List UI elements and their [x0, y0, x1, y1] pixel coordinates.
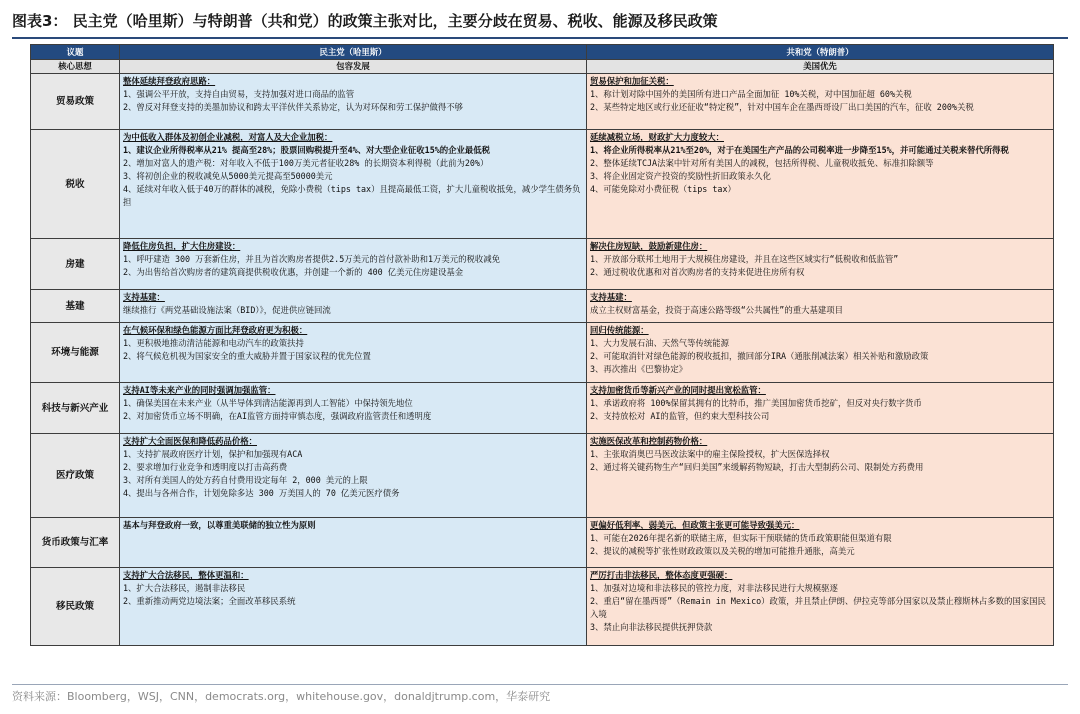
policy-item: 3、将企业固定资产投资的奖励性折旧政策永久化 — [590, 171, 771, 181]
table-row-infrastructure — [31, 290, 1054, 323]
table-row-environment-energy — [31, 323, 1054, 383]
policy-item: 1、呼吁建造 300 万套新住房，并且为首次购房者提供2.5万美元的首付款补助和1万美元的税收减免 — [123, 254, 501, 264]
republican-immigration-policy — [587, 568, 1054, 646]
democrat-monetary-policy — [120, 518, 587, 568]
republican-energy-policy — [587, 323, 1054, 383]
table-row-healthcare — [31, 434, 1054, 518]
policy-item: 2、提议的减税等扩张性财政政策以及关税的增加可能推升通胀，高美元 — [590, 546, 855, 556]
table-row-trade — [31, 74, 1054, 130]
policy-lead: 实施医保改革和控制药物价格： — [590, 436, 708, 446]
topic-immigration: 移民政策 — [31, 568, 120, 646]
policy-item: 继续推行《两党基础设施法案（BID）》，促进供应链回流 — [123, 305, 331, 315]
policy-lead: 回归传统能源： — [590, 325, 649, 335]
policy-item: 1、开放部分联邦土地用于大规模住房建设，并且在这些区域实行“低税收和低监管” — [590, 254, 899, 264]
policy-lead: 贸易保护和加征关税： — [590, 76, 674, 86]
table-row-tech — [31, 383, 1054, 434]
policy-item: 1、称计划对除中国外的美国所有进口产品全面加征 10%关税，对中国加征超 60%关税 — [590, 89, 912, 99]
policy-lead: 为中低收入群体及初创企业减税，对富人及大企业加税： — [123, 132, 333, 142]
policy-lead: 支持加密货币等新兴产业的同时提出宽松监管： — [590, 385, 766, 395]
republican-housing-policy — [587, 239, 1054, 290]
header-republican: 共和党（特朗普） — [587, 45, 1054, 60]
democrat-tax-policy — [120, 130, 587, 239]
policy-item: 2、通过将关键药物生产“回归美国”来缓解药物短缺，打击大型制药公司、限制处方药费用 — [590, 462, 924, 472]
page-title: 图表3： 民主党（哈里斯）与特朗普（共和党）的政策主张对比，主要分歧在贸易、税收、能源及移民政策 — [12, 12, 718, 30]
policy-item: 1、大力发展石油、天然气等传统能源 — [590, 338, 730, 348]
republican-infrastructure-policy — [587, 290, 1054, 323]
header-topic: 议题 — [31, 45, 120, 60]
policy-item: 2、重新推动两党边境法案；全面改革移民系统 — [123, 596, 296, 606]
policy-item: 2、为出售给首次购房者的建筑商提供税收优惠，并创建一个新的 400 亿美元住房建设基金 — [123, 267, 464, 277]
republican-monetary-policy — [587, 518, 1054, 568]
democrat-housing-policy — [120, 239, 587, 290]
policy-item: 1、可能在2026年提名新的联储主席，但实际干预联储的货币政策职能但渠道有限 — [590, 533, 892, 543]
policy-item: 2、增加对富人的遗产税：对年收入不低于100万美元者征收28% 的长期资本利得税（此前为20%） — [123, 158, 489, 168]
democrat-tech-policy — [120, 383, 587, 434]
title-divider — [12, 37, 1068, 39]
policy-item: 1、确保美国在未来产业（从半导体到清洁能源再到人工智能）中保持领先地位 — [123, 398, 413, 408]
policy-item: 2、对加密货币立场不明确，在AI监管方面持审慎态度，强调政府监管责任和透明度 — [123, 411, 432, 421]
republican-tax-policy — [587, 130, 1054, 239]
policy-item: 1、加强对边境和非法移民的管控力度，对非法移民进行大规模驱逐 — [590, 583, 838, 593]
topic-monetary: 货币政策与汇率 — [31, 518, 120, 568]
policy-item: 2、某些特定地区或行业还征收“特定税”，针对中国车企在墨西哥设厂出口美国的汽车，征收 200%关税 — [590, 102, 974, 112]
democrat-infrastructure-policy — [120, 290, 587, 323]
header-democrat: 民主党（哈里斯） — [120, 45, 587, 60]
policy-lead: 严厉打击非法移民，整体态度更强硬： — [590, 570, 733, 580]
policy-item: 3、对所有美国人的处方药自付费用设定每年 2，000 美元的上限 — [123, 475, 368, 485]
topic-infrastructure: 基建 — [31, 290, 120, 323]
policy-item: 3、将初创企业的税收减免从5000美元提高至50000美元 — [123, 171, 333, 181]
topic-trade: 贸易政策 — [31, 74, 120, 130]
policy-lead: 解决住房短缺，鼓励新建住房： — [590, 241, 708, 251]
republican-tech-policy — [587, 383, 1054, 434]
democrat-healthcare-policy — [120, 434, 587, 518]
policy-item: 1、强调公平开放，支持自由贸易，支持加强对进口商品的监管 — [123, 89, 355, 99]
core-idea-democrat: 包容发展 — [120, 60, 587, 74]
republican-healthcare-policy — [587, 434, 1054, 518]
core-idea-republican: 美国优先 — [587, 60, 1054, 74]
topic-tax: 税收 — [31, 130, 120, 239]
policy-lead: 整体延续拜登政府思路： — [123, 76, 216, 86]
topic-environment-energy: 环境与能源 — [31, 323, 120, 383]
policy-item: 2、通过税收优惠和对首次购房者的支持来促进住房所有权 — [590, 267, 805, 277]
policy-key-item: 1、将企业所得税率从21%至20%，对于在美国生产产品的公司税率进一步降至15%，并可能通过关税来替代所得税 — [590, 145, 1009, 155]
table-row-immigration — [31, 568, 1054, 646]
policy-item: 1、扩大合法移民，遏制非法移民 — [123, 583, 246, 593]
policy-item: 3、再次推出《巴黎协定》 — [590, 364, 688, 374]
policy-item: 2、重启“留在墨西哥”（Remain in Mexico）政策，并且禁止伊朗、伊拉克等部分国家以及禁止穆斯林占多数的国家国民入境 — [590, 596, 1046, 619]
footer-divider — [12, 684, 1068, 685]
republican-trade-policy — [587, 74, 1054, 130]
policy-lead: 支持扩大合法移民，整体更温和： — [123, 570, 249, 580]
policy-lead: 支持扩大全面医保和降低药品价格： — [123, 436, 257, 446]
policy-comparison-table — [30, 44, 1054, 646]
policy-item: 1、承诺政府将 100%保留其拥有的比特币，推广美国加密货币挖矿，但反对央行数字货币 — [590, 398, 922, 408]
core-idea-label: 核心思想 — [31, 60, 120, 74]
policy-item: 1、更积极地推动清洁能源和电动汽车的政策扶持 — [123, 338, 304, 348]
policy-item: 1、主张取消奥巴马医改法案中的雇主保险授权，扩大医保选择权 — [590, 449, 830, 459]
democrat-energy-policy — [120, 323, 587, 383]
policy-lead: 支持基建： — [123, 292, 165, 302]
policy-item: 成立主权财富基金，投资于高速公路等级“公共属性”的重大基建项目 — [590, 305, 843, 315]
policy-item: 4、可能免除对小费征税（tips tax） — [590, 184, 736, 194]
topic-healthcare: 医疗政策 — [31, 434, 120, 518]
policy-lead: 支持基建： — [590, 292, 632, 302]
policy-item: 4、延续对年收入低于40万的群体的减税，免除小费税（tips tax）且提高最低工资，扩大儿童税收抵免，减少学生债务负担 — [123, 184, 581, 207]
policy-item: 2、可能取消针对绿色能源的税收抵扣，撤回部分IRA（通胀削减法案）相关补贴和激励政策 — [590, 351, 929, 361]
topic-tech: 科技与新兴产业 — [31, 383, 120, 434]
source-note: 资料来源：Bloomberg，WSJ，CNN，democrats.org，whitehouse.gov，donaldjtrump.com，华泰研究 — [12, 690, 551, 703]
policy-key-item: 基本与拜登政府一致，以尊重美联储的独立性为原则 — [123, 520, 316, 530]
policy-lead: 降低住房负担，扩大住房建设： — [123, 241, 241, 251]
policy-item: 2、曾反对拜登支持的美墨加协议和跨太平洋伙伴关系协定，认为对环保和劳工保护做得不够 — [123, 102, 464, 112]
democrat-trade-policy — [120, 74, 587, 130]
policy-lead: 延续减税立场，财政扩大力度较大： — [590, 132, 724, 142]
policy-item: 2、整体延续TCJA法案中针对所有美国人的减税，包括所得税、儿童税收抵免、标准扣除额等 — [590, 158, 934, 168]
table-row-monetary — [31, 518, 1054, 568]
policy-lead: 更偏好低利率、弱美元，但政策主张更可能导致强美元： — [590, 520, 800, 530]
topic-housing: 房建 — [31, 239, 120, 290]
policy-item: 4、提出与各州合作，计划免除多达 300 万美国人的 70 亿美元医疗债务 — [123, 488, 400, 498]
policy-lead: 在气候环保和绿色能源方面比拜登政府更为积极： — [123, 325, 308, 335]
table-header-row — [31, 45, 1054, 60]
policy-item: 2、支持放松对 AI的监管，但约束大型科技公司 — [590, 411, 770, 421]
democrat-immigration-policy — [120, 568, 587, 646]
policy-item: 1、支持扩展政府医疗计划，保护和加强现有ACA — [123, 449, 303, 459]
table-row-housing — [31, 239, 1054, 290]
policy-lead: 支持AI等未来产业的同时强调加强监管： — [123, 385, 276, 395]
policy-key-item: 1、建议企业所得税率从21% 提高至28%；股票回购税提升至4%、对大型企业征收15%的企业最低税 — [123, 145, 491, 155]
policy-item: 3、禁止向非法移民提供抚押贷款 — [590, 622, 713, 632]
table-row-tax — [31, 130, 1054, 239]
policy-item: 2、要求增加行业竞争和透明度以打击高药费 — [123, 462, 288, 472]
core-idea-row — [31, 60, 1054, 74]
policy-item: 2、将气候危机视为国家安全的重大威胁并置于国家议程的优先位置 — [123, 351, 371, 361]
